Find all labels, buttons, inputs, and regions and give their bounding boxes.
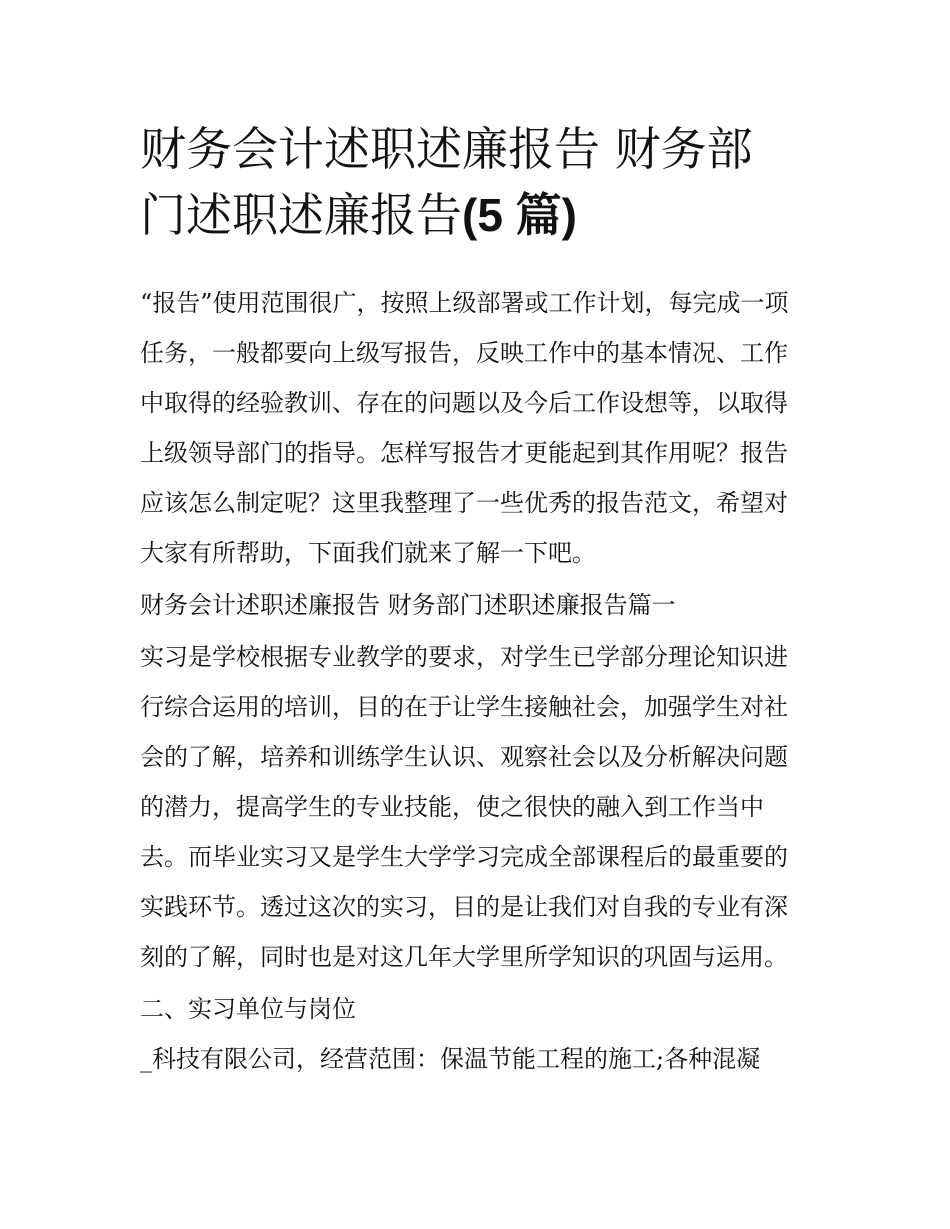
body-line-13: 刻的了解，同时也是对这几年大学里所学知识的巩固与运用。: [140, 943, 788, 971]
body-line-9: 会的了解，培养和训练学生认识、观察社会以及分析解决问题: [140, 743, 788, 771]
body-line-11: 去。而毕业实习又是学生大学学习完成全部课程后的最重要的: [140, 843, 788, 871]
title-line-2-suffix: (5 篇): [462, 189, 577, 241]
title-line-2-text: 门述职述廉报告: [140, 188, 462, 242]
body-line-12: 实践环节。透过这次的实习，目的是让我们对自我的专业有深: [140, 893, 788, 921]
section-heading-1: 财务会计述职述廉报告 财务部门述职述廉报告篇一: [140, 591, 676, 619]
body-line-3: 中取得的经验教训、存在的问题以及今后工作设想等，以取得: [140, 389, 788, 417]
body-line-8: 行综合运用的培训，目的在于让学生接触社会，加强学生对社: [140, 693, 788, 721]
body-line-14: _科技有限公司，经营范围：保温节能工程的施工;各种混凝: [140, 1045, 761, 1073]
document-title: [140, 116, 830, 248]
section-heading-2: 二、实习单位与岗位: [140, 995, 356, 1023]
body-line-10: 的潜力，提高学生的专业技能，使之很快的融入到工作当中: [140, 793, 764, 821]
body-line-4: 上级领导部门的指导。怎样写报告才更能起到其作用呢？报告: [140, 439, 788, 467]
body-line-5: 应该怎么制定呢？这里我整理了一些优秀的报告范文，希望对: [140, 489, 788, 517]
title-line-2: [140, 182, 830, 248]
body-line-2: 任务，一般都要向上级写报告，反映工作中的基本情况、工作: [140, 339, 788, 367]
body-line-6: 大家有所帮助，下面我们就来了解一下吧。: [140, 539, 596, 567]
body-line-7: 实习是学校根据专业教学的要求，对学生已学部分理论知识进: [140, 643, 788, 671]
body-line-1: “报告”使用范围很广，按照上级部署或工作计划，每完成一项: [140, 289, 789, 317]
title-line-1: 财务会计述职述廉报告 财务部: [140, 122, 753, 176]
